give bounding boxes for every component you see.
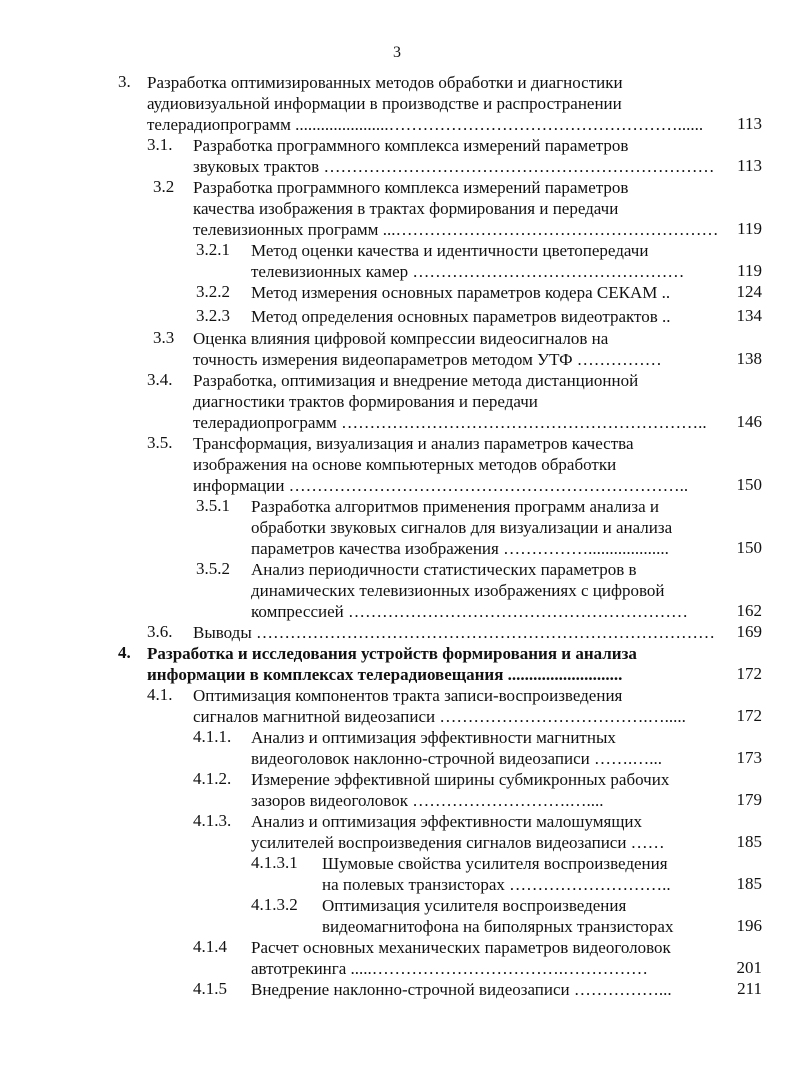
toc-entry-number: 3.3 (153, 328, 175, 347)
toc-page-number: 185 (736, 832, 762, 851)
toc-entry-number: 3.2 (153, 177, 175, 196)
toc-entry-line: Разработка алгоритмов применения программ анализа и (251, 497, 660, 516)
toc-entry-number: 4.1.2. (193, 769, 232, 788)
toc-entry-line: качества изображения в трактах формирования и передачи (193, 199, 619, 218)
toc-page-number: 150 (736, 538, 762, 557)
toc-page-number: 179 (736, 790, 762, 809)
toc-entry-number: 4.1.1. (193, 727, 232, 746)
toc-entry-line: информации в комплексах телерадиовещания ........................... (147, 665, 623, 684)
toc-entry-number: 3.2.3 (196, 306, 230, 325)
toc-entry-number: 3.5.2 (196, 559, 230, 578)
toc-entry-line: точность измерения видеопараметров методом УТФ …………… (193, 350, 662, 369)
toc-page-number: 134 (736, 306, 762, 325)
toc-entry-line: обработки звуковых сигналов для визуализации и анализа (251, 518, 673, 537)
toc-entry-line: Анализ и оптимизация эффективности малошумящих (251, 812, 643, 831)
toc-entry-number: 4.1.3.2 (251, 895, 298, 914)
toc-page-number: 201 (736, 958, 762, 977)
toc-entry-line: диагностики трактов формирования и передачи (193, 392, 538, 411)
toc-page-number: 146 (736, 412, 762, 431)
toc-page-number: 150 (736, 475, 762, 494)
toc-entry-number: 3.1. (147, 135, 173, 154)
toc-page-number: 162 (736, 601, 762, 620)
toc-entry-line: Метод определения основных параметров видеотрактов .. (251, 307, 671, 326)
toc-page-number: 124 (736, 282, 762, 301)
toc-page-number: 196 (736, 916, 762, 935)
toc-entry-number: 4.1.3.1 (251, 853, 298, 872)
toc-entry-line: автотрекинга .....…………………………….…………… (251, 959, 649, 978)
toc-entry-line: информации …………………………………………………………….. (193, 476, 689, 495)
toc-entry-number: 4.1.4 (193, 937, 227, 956)
toc-entry-number: 3.6. (147, 622, 173, 641)
toc-entry-line: усилителей воспроизведения сигналов видеозаписи …… (251, 833, 665, 852)
toc-entry-line: Метод измерения основных параметров кодера СЕКАМ .. (251, 283, 671, 302)
toc-entry-number: 4. (118, 643, 131, 662)
toc-page-number: 172 (736, 706, 762, 725)
toc-page-number: 169 (736, 622, 762, 641)
toc-entry-line: Разработка программного комплекса измерений параметров (193, 136, 629, 155)
toc-entry-number: 4.1.5 (193, 979, 227, 998)
toc-entry-line: звуковых трактов …………………………………………………………… (193, 157, 715, 176)
toc-entry-line: зазоров видеоголовок ……………………….….... (251, 791, 604, 810)
toc-entry-line: Расчет основных механических параметров видеоголовок (251, 938, 671, 957)
toc-page-number: 211 (737, 979, 762, 998)
toc-entry-line: компрессией …………………………………………………… (251, 602, 688, 621)
toc-page-number: 119 (737, 261, 762, 280)
toc-entry-line: видеомагнитофона на биполярных транзисторах (322, 917, 674, 936)
toc-entry-line: видеоголовок наклонно-строчной видеозаписи …….…... (251, 749, 662, 768)
toc-entry-line: Оптимизация усилителя воспроизведения (322, 896, 627, 915)
toc-entry-line: Оптимизация компонентов тракта записи-воспроизведения (193, 686, 623, 705)
toc-entry-line: Метод оценки качества и идентичности цветопередачи (251, 241, 649, 260)
toc-entry-line: Разработка программного комплекса измерений параметров (193, 178, 629, 197)
toc-entry-line: Разработка и исследования устройств формирования и анализа (147, 644, 637, 663)
toc-entry-line: аудиовизуальной информации в производстве и распространении (147, 94, 622, 113)
toc-page-number: 185 (736, 874, 762, 893)
toc-entry-line: Шумовые свойства усилителя воспроизведения (322, 854, 668, 873)
toc-entry-line: Выводы ……………………………………………………………………… (193, 623, 716, 642)
toc-entry-line: телерадиопрограмм ……………………………………………………….. (193, 413, 707, 432)
page-number: 3 (393, 44, 401, 61)
toc-entry-line: параметров качества изображения ……………................... (251, 539, 669, 558)
toc-page-number: 138 (736, 349, 762, 368)
toc-page-number: 113 (737, 156, 762, 175)
toc-entry-line: телерадиопрограмм ......................……………………………………………...... (147, 115, 704, 134)
toc-entry-number: 3.4. (147, 370, 173, 389)
toc-page-number: 113 (737, 114, 762, 133)
toc-entry-line: Анализ периодичности статистических параметров в (251, 560, 637, 579)
toc-entry-number: 3.5.1 (196, 496, 230, 515)
toc-page-number: 119 (737, 219, 762, 238)
toc-entry-line: изображения на основе компьютерных методов обработки (193, 455, 617, 474)
toc-entry-line: Разработка, оптимизация и внедрение метода дистанционной (193, 371, 639, 390)
toc-entry-line: телевизионных программ ...………………………………………………… (193, 220, 719, 239)
toc-entry-number: 3.5. (147, 433, 173, 452)
toc-entry-number: 3.2.1 (196, 240, 230, 259)
toc-entry-line: Измерение эффективной ширины субмикронных рабочих (251, 770, 670, 789)
toc-entry-line: сигналов магнитной видеозаписи ……………………………….…..... (193, 707, 686, 726)
toc-entry-number: 3.2.2 (196, 282, 230, 301)
toc-entry-line: на полевых транзисторах ……………………….. (322, 875, 671, 894)
toc-entry-line: телевизионных камер ………………………………………… (251, 262, 685, 281)
toc-entry-line: Внедрение наклонно-строчной видеозаписи ……………... (251, 980, 672, 999)
toc-entry-line: Анализ и оптимизация эффективности магнитных (251, 728, 616, 747)
toc-entry-line: Трансформация, визуализация и анализ параметров качества (193, 434, 634, 453)
toc-page-number: 172 (736, 664, 762, 683)
toc-entry-line: Разработка оптимизированных методов обработки и диагностики (147, 73, 623, 92)
toc-page-number: 173 (736, 748, 762, 767)
toc-entry-number: 4.1. (147, 685, 173, 704)
toc-entry-number: 4.1.3. (193, 811, 232, 830)
toc-entry-number: 3. (118, 72, 131, 91)
toc-entry-line: динамических телевизионных изображениях с цифровой (251, 581, 665, 600)
toc-entry-line: Оценка влияния цифровой компрессии видеосигналов на (193, 329, 609, 348)
